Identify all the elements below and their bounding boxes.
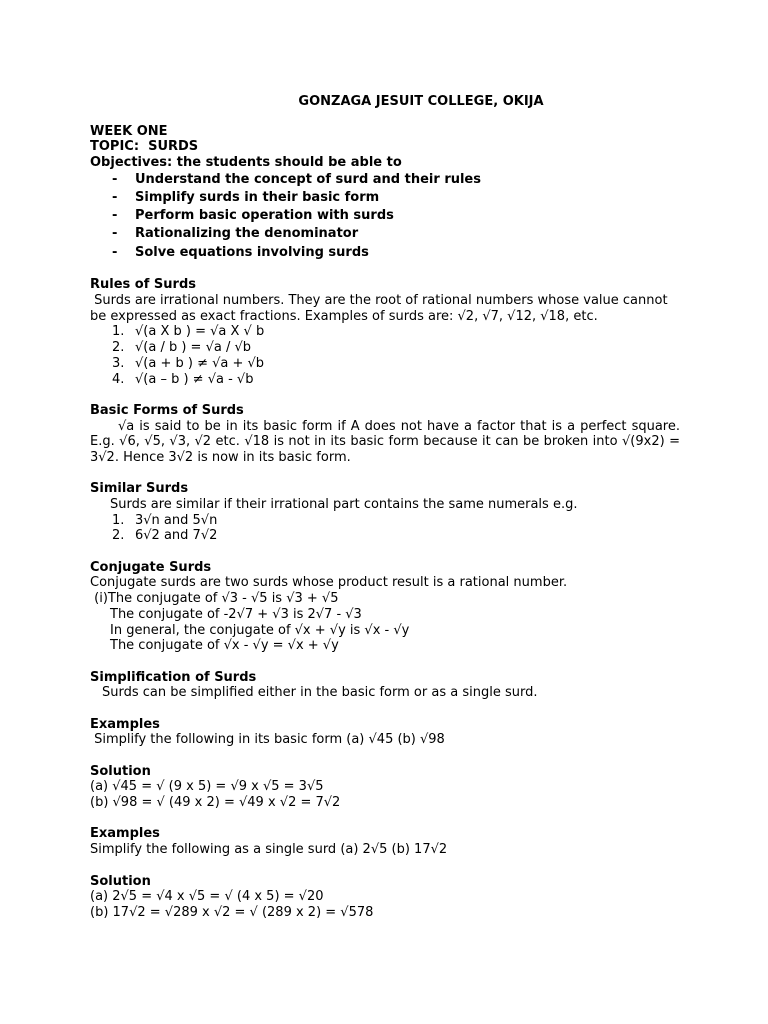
topic-label: TOPIC: SURDS <box>90 139 199 155</box>
solution-2-heading: Solution <box>90 873 151 889</box>
example-2-heading: Examples <box>90 826 160 842</box>
rules-text-1: Surds are irrational numbers. They are the root of rational numbers whose value cannot <box>90 293 668 309</box>
solution-1-heading: Solution <box>90 763 151 779</box>
objective-item: - Understand the concept of surd and their rules <box>90 171 680 189</box>
objective-item: - Rationalizing the denominator <box>90 225 680 243</box>
solution-1-line-b: (b) √98 = √ (49 x 2) = √49 x √2 = 7√2 <box>90 795 341 811</box>
basic-forms-heading: Basic Forms of Surds <box>90 402 244 418</box>
document-page <box>90 94 680 921</box>
solution-2-line-a: (a) 2√5 = √4 x √5 = √ (4 x 5) = √20 <box>90 889 324 905</box>
week-label: WEEK ONE <box>90 123 168 139</box>
bullet-dash: - <box>112 244 118 260</box>
conjugate-text: Conjugate surds are two surds whose product result is a rational number. <box>90 575 568 591</box>
conjugate-line-2: The conjugate of -2√7 + √3 is 2√7 - √3 <box>110 606 362 622</box>
rule-item: 2. √(a / b ) = √a / √b <box>112 340 252 356</box>
objective-item: - Simplify surds in their basic form <box>90 189 680 207</box>
bullet-dash: - <box>112 171 118 187</box>
rule-item: 3. √(a + b ) ≠ √a + √b <box>112 355 265 371</box>
bullet-dash: - <box>112 208 118 224</box>
conjugate-line-1: (i)The conjugate of √3 - √5 is √3 + √5 <box>90 591 339 607</box>
rule-item: 1. √(a X b ) = √a X √ b <box>112 324 265 340</box>
similar-item: 1. 3√n and 5√n <box>112 512 218 528</box>
rules-heading: Rules of Surds <box>90 277 196 293</box>
similar-item: 2. 6√2 and 7√2 <box>112 528 218 544</box>
simplification-heading: Simplification of Surds <box>90 669 257 685</box>
page-title: GONZAGA JESUIT COLLEGE, OKIJA <box>298 94 544 109</box>
objectives-heading: Objectives: the students should be able to <box>90 155 402 171</box>
objective-item: - Solve equations involving surds <box>90 244 680 262</box>
simplification-text: Surds can be simplified either in the basic form or as a single surd. <box>102 685 538 701</box>
solution-2-line-b: (b) 17√2 = √289 x √2 = √ (289 x 2) = √578 <box>90 904 374 920</box>
conjugate-line-3: In general, the conjugate of √x + √y is √x - √y <box>110 622 410 638</box>
conjugate-line-4: The conjugate of √x - √y = √x + √y <box>110 638 339 654</box>
bullet-dash: - <box>112 189 118 205</box>
rules-text-2: be expressed as exact fractions. Examples of surds are: √2, √7, √12, √18, etc. <box>90 308 598 324</box>
example-2-text: Simplify the following as a single surd (a) 2√5 (b) 17√2 <box>90 842 448 858</box>
objective-item: - Perform basic operation with surds <box>90 207 680 225</box>
similar-text: Surds are similar if their irrational part contains the same numerals e.g. <box>110 497 578 513</box>
conjugate-heading: Conjugate Surds <box>90 559 212 575</box>
example-1-text: Simplify the following in its basic form (a) √45 (b) √98 <box>90 732 445 748</box>
rule-item: 4. √(a – b ) ≠ √a - √b <box>112 371 254 387</box>
similar-heading: Similar Surds <box>90 481 189 497</box>
basic-forms-text: √a is said to be in its basic form if A does not have a factor that is a perfect square. E.g. √6, √5, √3, √2 etc. √18 is not in its basic form because it can be broken into √(9x2) = 3√2. Hence 3√2 is now in its basic form. <box>90 418 680 465</box>
bullet-dash: - <box>112 226 118 242</box>
example-1-heading: Examples <box>90 716 160 732</box>
solution-1-line-a: (a) √45 = √ (9 x 5) = √9 x √5 = 3√5 <box>90 779 324 795</box>
